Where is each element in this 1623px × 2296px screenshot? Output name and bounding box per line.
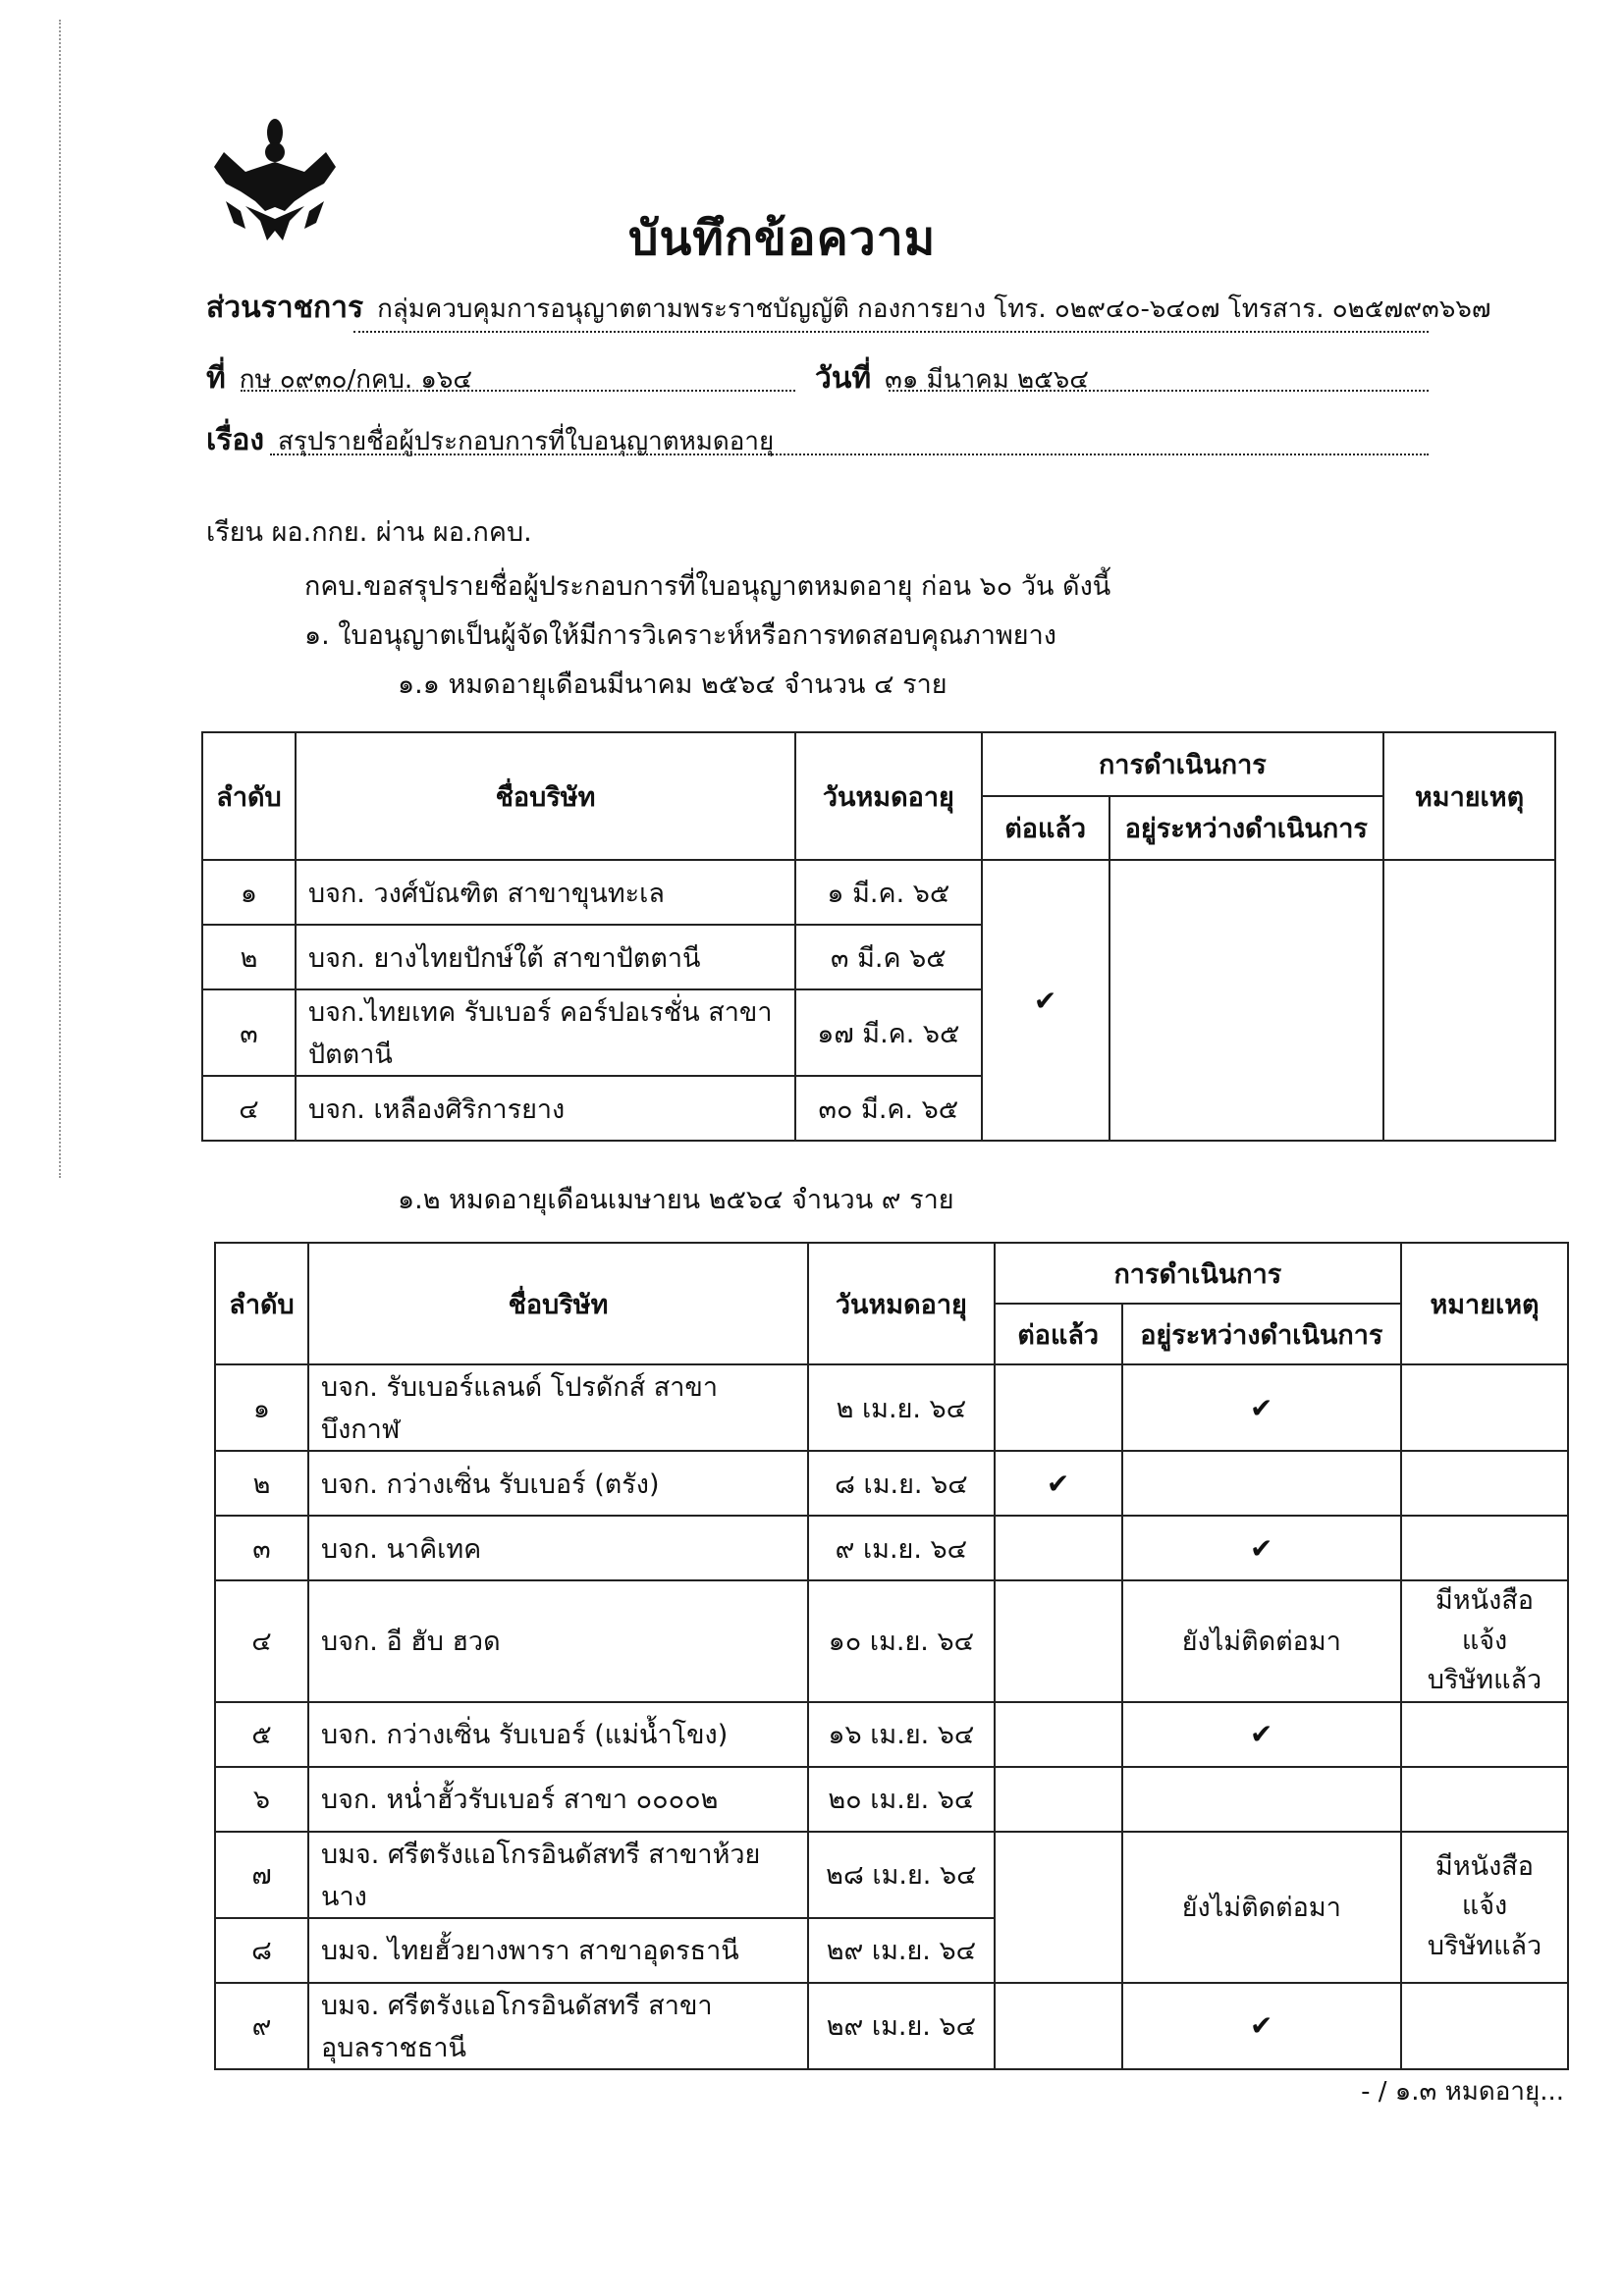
scan-margin-marks — [59, 20, 63, 1178]
remark-cell — [1383, 860, 1555, 1141]
row-expiry: ๒ เม.ย. ๖๔ — [808, 1364, 995, 1451]
row-company: บจก. กว่างเซิ่น รับเบอร์ (ตรัง) — [308, 1451, 808, 1516]
department-label: ส่วนราชการ — [206, 291, 364, 325]
row-expiry: ๑๗ มี.ค. ๖๕ — [795, 989, 982, 1076]
in-progress-cell — [1109, 860, 1384, 1141]
renewed-cell — [995, 1983, 1122, 2069]
table-row — [215, 1983, 1568, 2069]
date-row — [815, 355, 1089, 401]
salutation: เรียน ผอ.กกย. ผ่าน ผอ.กคบ. — [206, 517, 532, 548]
subject-label: เรื่อง — [206, 423, 265, 457]
row-no: ๒ — [215, 1451, 308, 1516]
header-expiry: วันหมดอายุ — [808, 1243, 995, 1364]
remark-cell — [1401, 1580, 1568, 1702]
ref-underline — [241, 390, 795, 392]
header-company: ชื่อบริษัท — [308, 1243, 808, 1364]
garuda-emblem-icon — [206, 113, 344, 250]
table-april — [214, 1242, 1569, 2070]
row-no: ๒ — [202, 925, 296, 989]
row-company: บมจ. ศรีตรังแอโกรอินดัสทรี สาขาอุบลราชธานี — [308, 1983, 808, 2069]
header-in-progress: อยู่ระหว่างดำเนินการ — [1109, 796, 1384, 860]
remark-cell — [1401, 1516, 1568, 1580]
renewed-cell — [995, 1767, 1122, 1832]
in-progress-cell — [1122, 1767, 1402, 1832]
sub-item-1-1: ๑.๑ หมดอายุเดือนมีนาคม ๒๕๖๔ จำนวน ๔ ราย — [398, 669, 947, 700]
remark-cell — [1401, 1767, 1568, 1832]
header-remark: หมายเหตุ — [1401, 1243, 1568, 1364]
row-company: บจก. ยางไทยปักษ์ใต้ สาขาปัตตานี — [296, 925, 795, 989]
remark-line-2: บริษัทแล้ว — [1427, 1665, 1542, 1695]
remark-line-1: มีหนังสือแจ้ง — [1435, 1850, 1534, 1922]
table-march — [201, 731, 1556, 1142]
remark-line-1: มีหนังสือแจ้ง — [1435, 1585, 1534, 1656]
row-expiry: ๓ มี.ค ๖๕ — [795, 925, 982, 989]
header-no: ลำดับ — [202, 732, 296, 860]
table-row — [215, 1580, 1568, 1702]
not-contacted-status: ยังไม่ติดต่อมา — [1122, 1832, 1402, 1983]
row-company: บจก. หน่ำฮั้วรับเบอร์ สาขา ๐๐๐๐๒ — [308, 1767, 808, 1832]
memo-title: บันทึกข้อความ — [628, 211, 937, 266]
department-underline — [353, 331, 1429, 333]
row-expiry: ๑๐ เม.ย. ๖๔ — [808, 1580, 995, 1702]
renewed-cell — [995, 1832, 1122, 1983]
row-company: บจก. นาคิเทค — [308, 1516, 808, 1580]
row-company: บจก. เหลืองศิริการยาง — [296, 1076, 795, 1141]
not-contacted-status: ยังไม่ติดต่อมา — [1122, 1580, 1402, 1702]
remark-cell — [1401, 1832, 1568, 1983]
row-expiry: ๑ มี.ค. ๖๕ — [795, 860, 982, 925]
subject-underline — [270, 454, 1429, 455]
date-label: วันที่ — [815, 361, 872, 396]
header-no: ลำดับ — [215, 1243, 308, 1364]
row-company: บจก. อี ฮับ ฮวด — [308, 1580, 808, 1702]
header-in-progress: อยู่ระหว่างดำเนินการ — [1122, 1304, 1402, 1364]
department-value: กลุ่มควบคุมการอนุญาตตามพระราชบัญญัติ กองการยาง โทร. ๐๒๙๔๐-๖๔๐๗ โทรสาร. ๐๒๕๗๙๓๖๖๗ — [377, 294, 1491, 324]
row-no: ๔ — [215, 1580, 308, 1702]
renewed-check-icon: ✔ — [995, 1451, 1122, 1516]
row-no: ๘ — [215, 1918, 308, 1983]
row-expiry: ๑๖ เม.ย. ๖๔ — [808, 1702, 995, 1767]
header-remark: หมายเหตุ — [1383, 732, 1555, 860]
header-renewed: ต่อแล้ว — [995, 1304, 1122, 1364]
renewed-cell — [995, 1580, 1122, 1702]
date-underline — [889, 390, 1429, 392]
row-no: ๑ — [215, 1364, 308, 1451]
table-row — [215, 1451, 1568, 1516]
in-progress-check-icon: ✔ — [1122, 1516, 1402, 1580]
row-expiry: ๒๐ เม.ย. ๖๔ — [808, 1767, 995, 1832]
row-expiry: ๙ เม.ย. ๖๔ — [808, 1516, 995, 1580]
row-company: บมจ. ศรีตรังแอโกรอินดัสทรี สาขาห้วยนาง — [308, 1832, 808, 1918]
row-no: ๔ — [202, 1076, 296, 1141]
in-progress-cell — [1122, 1451, 1402, 1516]
ref-value: กษ ๐๙๓๐/กคบ. ๑๖๔ — [239, 365, 473, 395]
continuation-footer: - / ๑.๓ หมดอายุ... — [1361, 2077, 1564, 2107]
table-row — [215, 1516, 1568, 1580]
ref-label: ที่ — [206, 361, 226, 396]
date-value: ๓๑ มีนาคม ๒๕๖๔ — [885, 365, 1089, 395]
intro-paragraph: กคบ.ขอสรุปรายชื่อผู้ประกอบการที่ใบอนุญาตหมดอายุ ก่อน ๖๐ วัน ดังนี้ — [304, 571, 1111, 602]
renewed-check-icon: ✔ — [982, 860, 1109, 1141]
in-progress-check-icon: ✔ — [1122, 1364, 1402, 1451]
row-no: ๕ — [215, 1702, 308, 1767]
ref-row — [206, 355, 472, 401]
row-company: บจก. รับเบอร์แลนด์ โปรดักส์ สาขาบึงกาฬ — [308, 1364, 808, 1451]
header-expiry: วันหมดอายุ — [795, 732, 982, 860]
row-expiry: ๘ เม.ย. ๖๔ — [808, 1451, 995, 1516]
in-progress-check-icon: ✔ — [1122, 1983, 1402, 2069]
row-expiry: ๒๘ เม.ย. ๖๔ — [808, 1832, 995, 1918]
department-row — [206, 285, 1490, 331]
sub-item-1-2: ๑.๒ หมดอายุเดือนเมษายน ๒๕๖๔ จำนวน ๙ ราย — [398, 1185, 954, 1215]
item-1: ๑. ใบอนุญาตเป็นผู้จัดให้มีการวิเคราะห์หรือการทดสอบคุณภาพยาง — [304, 620, 1056, 651]
renewed-cell — [995, 1516, 1122, 1580]
table-row — [215, 1832, 1568, 1918]
subject-value: สรุปรายชื่อผู้ประกอบการที่ใบอนุญาตหมดอายุ — [278, 427, 775, 456]
in-progress-check-icon: ✔ — [1122, 1702, 1402, 1767]
remark-cell — [1401, 1451, 1568, 1516]
row-no: ๙ — [215, 1983, 308, 2069]
header-renewed: ต่อแล้ว — [982, 796, 1109, 860]
header-action: การดำเนินการ — [995, 1243, 1401, 1304]
row-no: ๗ — [215, 1832, 308, 1918]
row-company: บจก. กว่างเซิ่น รับเบอร์ (แม่น้ำโขง) — [308, 1702, 808, 1767]
table-row — [215, 1702, 1568, 1767]
subject-row — [206, 417, 774, 463]
remark-cell — [1401, 1983, 1568, 2069]
row-no: ๓ — [202, 989, 296, 1076]
row-no: ๑ — [202, 860, 296, 925]
row-company: บมจ. ไทยฮั้วยางพารา สาขาอุดรธานี — [308, 1918, 808, 1983]
remark-line-2: บริษัทแล้ว — [1427, 1930, 1542, 1961]
header-company: ชื่อบริษัท — [296, 732, 795, 860]
remark-cell — [1401, 1702, 1568, 1767]
row-company: บจก. วงศ์บัณฑิต สาขาขุนทะเล — [296, 860, 795, 925]
table-row — [202, 860, 1555, 925]
remark-cell — [1401, 1364, 1568, 1451]
row-company: บจก.ไทยเทค รับเบอร์ คอร์ปอเรชั่น สาขาปัตตานี — [296, 989, 795, 1076]
table-row — [215, 1767, 1568, 1832]
row-no: ๓ — [215, 1516, 308, 1580]
renewed-cell — [995, 1702, 1122, 1767]
row-expiry: ๒๙ เม.ย. ๖๔ — [808, 1983, 995, 2069]
row-no: ๖ — [215, 1767, 308, 1832]
row-expiry: ๓๐ มี.ค. ๖๕ — [795, 1076, 982, 1141]
table-row — [215, 1364, 1568, 1451]
renewed-cell — [995, 1364, 1122, 1451]
header-action: การดำเนินการ — [982, 732, 1383, 796]
row-expiry: ๒๙ เม.ย. ๖๔ — [808, 1918, 995, 1983]
